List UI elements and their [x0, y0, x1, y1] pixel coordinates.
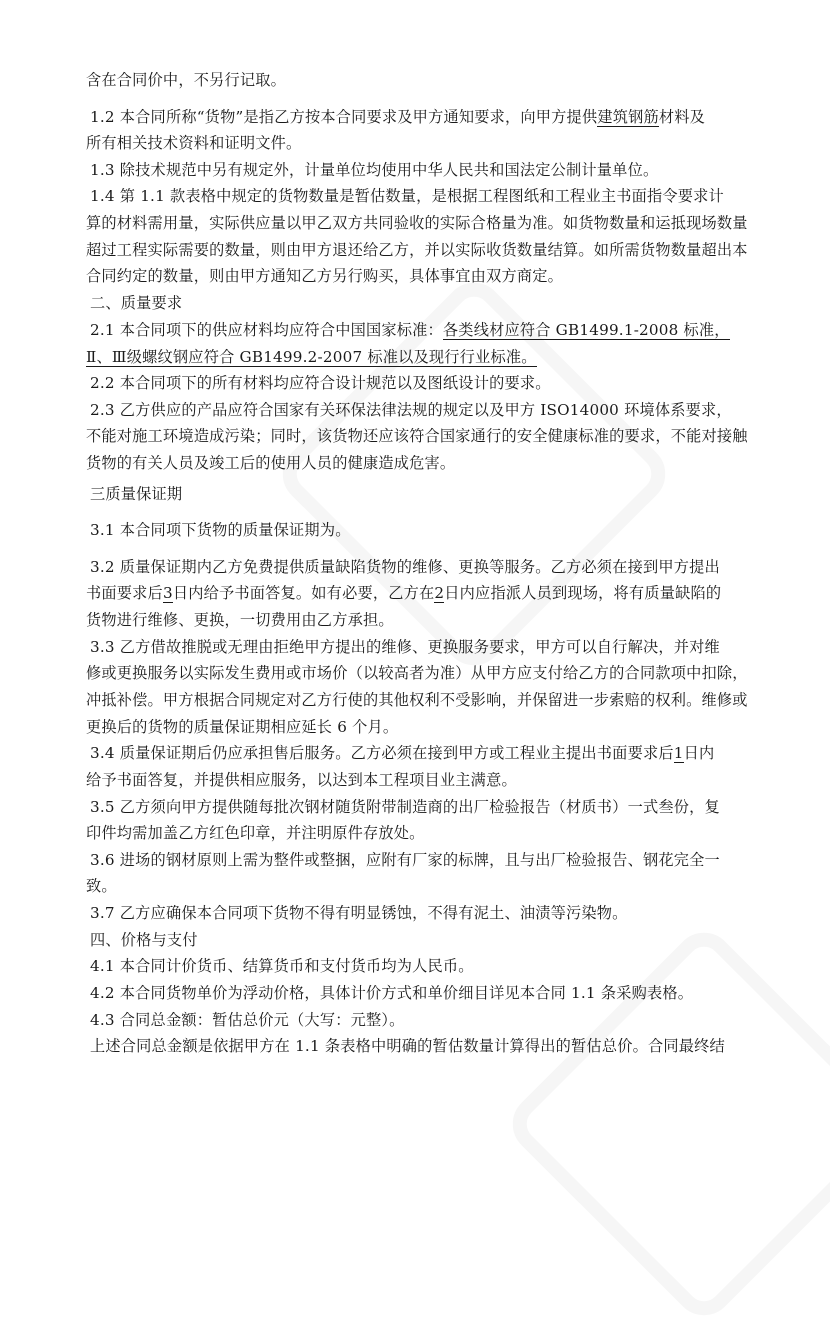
- underlined-text: 各类线材应符合 GB1499.1-2008 标准，: [442, 321, 730, 339]
- text-line: 书面要求后3日内给予书面答复。如有必要，乙方在2日内应指派人员到现场，将有质量缺陷的: [86, 584, 722, 602]
- text-line: 印件均需加盖乙方红色印章，并注明原件存放处。: [86, 824, 425, 842]
- section-heading: 二、质量要求: [90, 294, 183, 312]
- text-line: 不能对施工环境造成污染；同时，该货物还应该符合国家通行的安全健康标准的要求，不能对接触: [86, 427, 748, 445]
- text-line: 2.2 本合同项下的所有材料均应符合设计规范以及图纸设计的要求。: [90, 374, 551, 392]
- text-line: 含在合同价中，不另行记取。: [86, 71, 287, 89]
- text-line: 合同约定的数量，则由甲方通知乙方另行购买，具体事宜由双方商定。: [86, 267, 564, 285]
- text-line: 4.3 合同总金额：暂估总价元（大写：元整）。: [90, 1011, 405, 1029]
- section-heading: 四、价格与支付: [90, 931, 198, 949]
- text-line: 1.4 第 1.1 款表格中规定的货物数量是暂估数量，是根据工程图纸和工程业主书面指令要求计: [90, 187, 724, 205]
- section-heading: 三质量保证期: [90, 485, 183, 503]
- text-line: 超过工程实际需要的数量，则由甲方退还给乙方，并以实际收货数量结算。如所需货物数量超出本: [86, 241, 748, 259]
- text-line: 3.6 进场的钢材原则上需为整件或整捆，应附有厂家的标牌，且与出厂检验报告、钢花完全一: [90, 851, 720, 869]
- text-line: 更换后的货物的质量保证期相应延长 6 个月。: [86, 718, 399, 736]
- text-line: 修或更换服务以实际发生费用或市场价（以较高者为准）从甲方应支付给乙方的合同款项中扣除，: [86, 664, 748, 682]
- underlined-value: 1: [673, 744, 684, 762]
- text-line: 货物的有关人员及竣工后的使用人员的健康造成危害。: [86, 454, 456, 472]
- text-line: 4.1 本合同计价货币、结算货币和支付货币均为人民币。: [90, 957, 474, 975]
- text-line: 2.3 乙方供应的产品应符合国家有关环保法律法规的规定以及甲方 ISO14000 环境体系要求，: [90, 401, 732, 419]
- text-line: 1.3 除技术规范中另有规定外，计量单位均使用中华人民共和国法定公制计量单位。: [90, 161, 659, 179]
- text-line: 3.4 质量保证期后仍应承担售后服务。乙方必须在接到甲方或工程业主提出书面要求后1日内: [90, 744, 715, 762]
- text-line: 3.1 本合同项下货物的质量保证期为。: [90, 521, 351, 539]
- text-line: 3.3 乙方借故推脱或无理由拒绝甲方提出的维修、更换服务要求，甲方可以自行解决，并对维: [90, 638, 720, 656]
- text-line: 2.1 本合同项下的供应材料均应符合中国国家标准：各类线材应符合 GB1499.1-2008 标准，: [90, 321, 730, 339]
- text-line: 3.2 质量保证期内乙方免费提供质量缺陷货物的维修、更换等服务。乙方必须在接到甲方提出: [90, 558, 720, 576]
- underlined-value: 2: [434, 584, 445, 602]
- text-line: 所有相关技术资料和证明文件。: [86, 134, 302, 152]
- text-line: 给予书面答复，并提供相应服务，以达到本工程项目业主满意。: [86, 771, 517, 789]
- text-line: [86, 347, 537, 367]
- watermark: [500, 920, 830, 1327]
- underlined-text: Ⅱ、Ⅲ级螺纹钢应符合 GB1499.2-2007 标准以及现行行业标准。: [86, 348, 537, 366]
- text-line: 3.7 乙方应确保本合同项下货物不得有明显锈蚀，不得有泥土、油渍等污染物。: [90, 904, 628, 922]
- text-line: 冲抵补偿。甲方根据合同规定对乙方行使的其他权利不受影响，并保留进一步索赔的权利。维修或: [86, 691, 748, 709]
- text-line: 货物进行维修、更换，一切费用由乙方承担。: [86, 611, 394, 629]
- text-line: 3.5 乙方须向甲方提供随每批次钢材随货附带制造商的出厂检验报告（材质书）一式叁份，复: [90, 798, 720, 816]
- text-line: 算的材料需用量，实际供应量以甲乙双方共同验收的实际合格量为准。如货物数量和运抵现场数量: [86, 214, 748, 232]
- text-line: 4.2 本合同货物单价为浮动价格，具体计价方式和单价细目详见本合同 1.1 条采购表格。: [90, 984, 694, 1002]
- text-line: 上述合同总金额是依据甲方在 1.1 条表格中明确的暂估数量计算得出的暂估总价。合同最终结: [90, 1037, 725, 1055]
- text-line: 致。: [86, 877, 117, 895]
- text-line: 1.2 本合同所称“货物”是指乙方按本合同要求及甲方通知要求，向甲方提供建筑钢筋材料及: [90, 108, 706, 126]
- underlined-text: 建筑钢筋: [597, 108, 659, 126]
- underlined-value: 3: [162, 584, 173, 602]
